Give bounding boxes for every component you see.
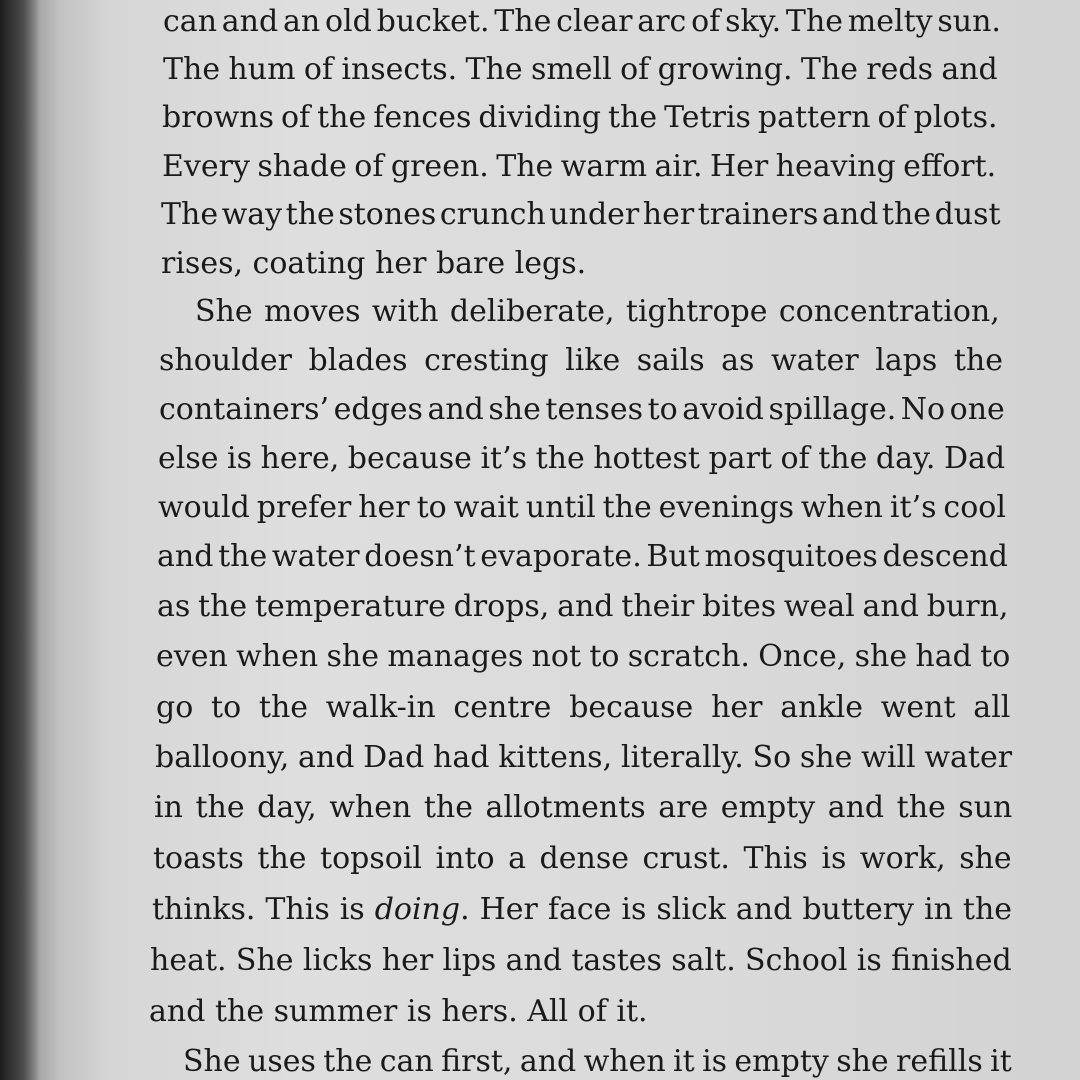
text-line: go to the walk-in centre because her ankle went all: [156, 690, 1011, 725]
text-line: balloony, and Dad had kittens, literally. So she will water: [155, 740, 1013, 775]
text-line: containers’ edges and she tenses to avoid spillage. No one: [159, 392, 1005, 427]
text-line: and the water doesn’t evaporate. But mosquitoes descend: [157, 539, 1008, 574]
text-line: can and an old bucket. The clear arc of sky. The melty sun.: [163, 4, 1001, 39]
text-line: heat. She licks her lips and tastes salt. School is finished: [150, 943, 1012, 978]
text-line: Every shade of green. The warm air. Her heaving effort.: [162, 149, 997, 184]
italic-emphasis: doing: [374, 892, 461, 927]
text-line: browns of the fences dividing the Tetris pattern of plots.: [162, 100, 998, 135]
text-line: The hum of insects. The smell of growing. The reds and: [163, 52, 998, 87]
paragraph-first-line: She uses the can first, and when it is empty she refills it: [183, 1044, 1012, 1079]
text-line: would prefer her to wait until the evenings when it’s cool: [158, 490, 1006, 525]
text-line: The way the stones crunch under her trainers and the dust: [161, 197, 1001, 232]
text-line: rises, coating her bare legs.: [161, 246, 587, 281]
text-line: shoulder blades cresting like sails as water laps the: [159, 343, 1003, 378]
text-line: thinks. This is doing. Her face is slick and buttery in the: [152, 892, 1013, 927]
text-line: as the temperature drops, and their bites weal and burn,: [157, 589, 1009, 624]
paragraph-first-line: She moves with deliberate, tightrope concentration,: [195, 294, 1000, 329]
text-line: in the day, when the allotments are empty and the sun: [154, 790, 1013, 825]
text-line: even when she manages not to scratch. Once, she had to: [156, 639, 1011, 674]
text-line: else is here, because it’s the hottest part of the day. Dad: [158, 441, 1006, 476]
text-line: toasts the topsoil into a dense crust. This is work, she: [153, 841, 1012, 876]
text-line: and the summer is hers. All of it.: [149, 994, 648, 1029]
